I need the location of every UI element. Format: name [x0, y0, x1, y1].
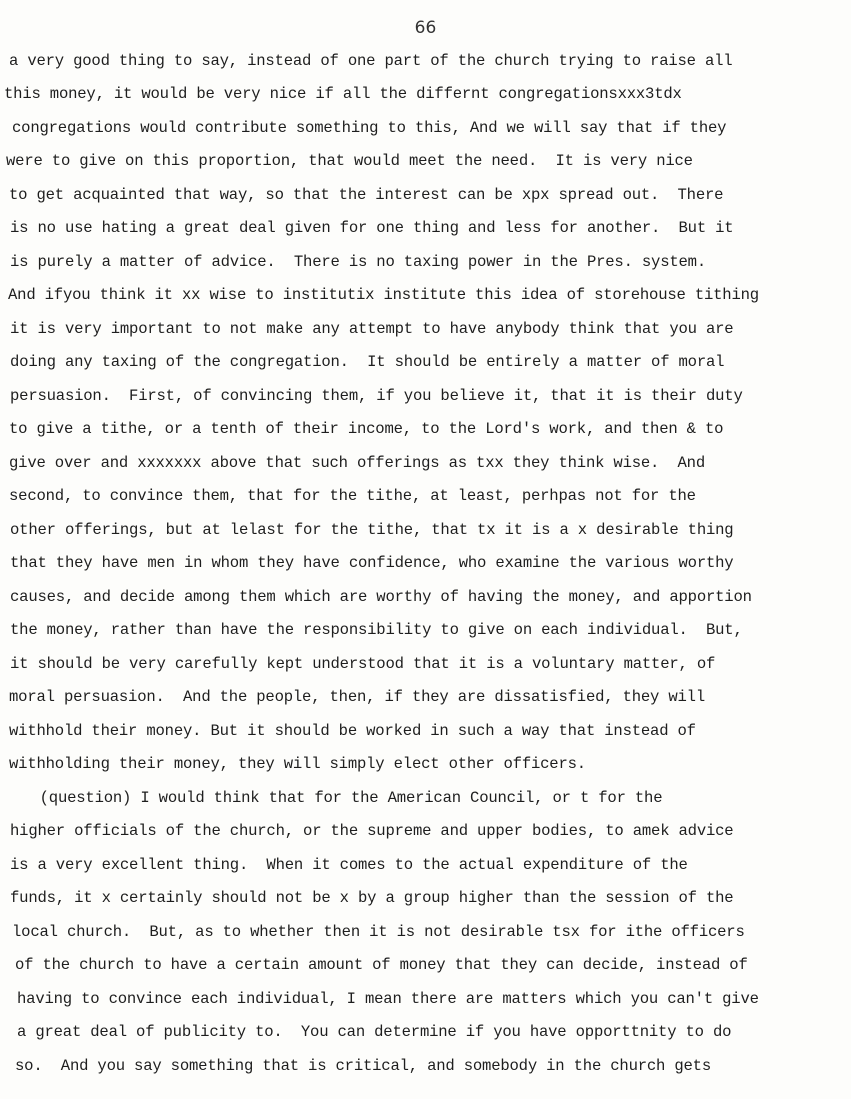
text-line: persuasion. First, of convincing them, if you believe it, that it is their duty	[10, 387, 743, 405]
text-line: of the church to have a certain amount of money that they can decide, instead of	[15, 956, 748, 974]
text-line: so. And you say something that is critical, and somebody in the church gets	[15, 1057, 711, 1075]
text-line: funds, it x certainly should not be x by a group higher than the session of the	[10, 889, 734, 907]
page-number: 66	[414, 18, 437, 38]
text-line: other offerings, but at lelast for the tithe, that tx it is a x desirable thing	[10, 521, 734, 539]
text-line: second, to convince them, that for the tithe, at least, perhpas not for the	[9, 487, 696, 505]
text-line: is purely a matter of advice. There is no taxing power in the Pres. system.	[10, 253, 706, 271]
text-line: causes, and decide among them which are worthy of having the money, and apportion	[10, 588, 752, 606]
text-line: it should be very carefully kept understood that it is a voluntary matter, of	[10, 655, 716, 673]
text-line: is a very excellent thing. When it comes to the actual expenditure of the	[10, 856, 688, 874]
text-line: withhold their money. But it should be worked in such a way that instead of	[9, 722, 696, 740]
text-line: higher officials of the church, or the supreme and upper bodies, to amek advice	[10, 822, 734, 840]
text-line: the money, rather than have the responsibility to give on each individual. But,	[10, 621, 743, 639]
text-line: having to convince each individual, I mean there are matters which you can't give	[17, 990, 759, 1008]
text-line: congregations would contribute something to this, And we will say that if they	[12, 119, 727, 137]
text-line: that they have men in whom they have confidence, who examine the various worthy	[10, 554, 734, 572]
text-line: moral persuasion. And the people, then, if they are dissatisfied, they will	[9, 688, 705, 706]
text-line: it is very important to not make any attempt to have anybody think that you are	[10, 320, 734, 338]
text-line: doing any taxing of the congregation. It should be entirely a matter of moral	[10, 353, 725, 371]
text-line: local church. But, as to whether then it is not desirable tsx for ithe officers	[12, 923, 745, 941]
text-line: (question) I would think that for the American Council, or t for the	[3, 789, 663, 807]
text-line: a very good thing to say, instead of one part of the church trying to raise all	[9, 52, 733, 70]
text-line: a great deal of publicity to. You can determine if you have opporttnity to do	[17, 1023, 732, 1041]
text-line: to get acquainted that way, so that the interest can be xpx spread out. There	[9, 186, 724, 204]
text-line: withholding their money, they will simply elect other officers.	[9, 755, 586, 773]
text-line: And ifyou think it xx wise to institutix institute this idea of storehouse tithing	[8, 286, 759, 304]
text-line: give over and xxxxxxx above that such offerings as txx they think wise. And	[9, 454, 705, 472]
text-line: this money, it would be very nice if all the differnt congregationsxxx3tdx	[4, 85, 682, 103]
text-line: is no use hating a great deal given for one thing and less for another. But it	[10, 219, 734, 237]
text-line: to give a tithe, or a tenth of their income, to the Lord's work, and then & to	[9, 420, 724, 438]
text-line: were to give on this proportion, that would meet the need. It is very nice	[6, 152, 693, 170]
